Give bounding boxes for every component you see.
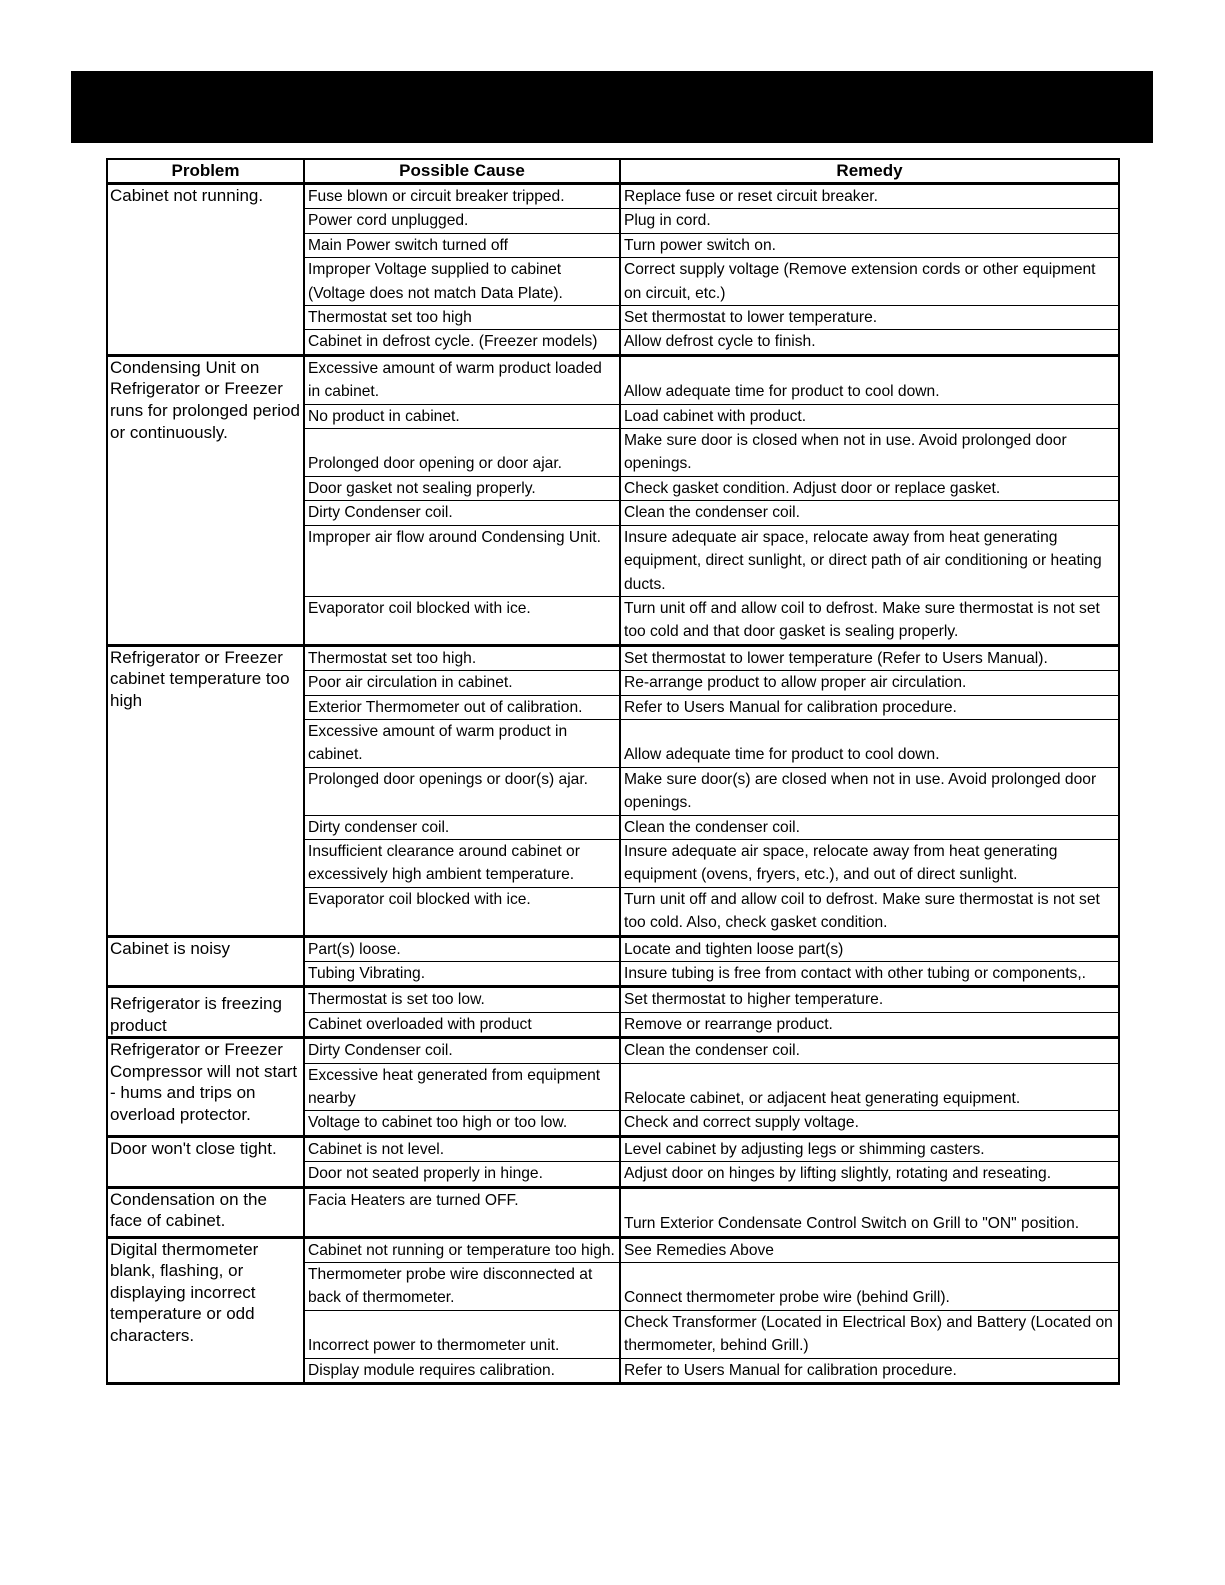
remedy-cell: Re-arrange product to allow proper air circulation. <box>620 671 1119 695</box>
remedy-cell: Make sure door is closed when not in use. Avoid prolonged door openings. <box>620 429 1119 477</box>
remedy-cell: Clean the condenser coil. <box>620 501 1119 525</box>
remedy-cell: Turn power switch on. <box>620 233 1119 257</box>
remedy-cell: Relocate cabinet, or adjacent heat generating equipment. <box>620 1063 1119 1111</box>
cause-cell: Thermometer probe wire disconnected at back of thermometer. <box>304 1263 620 1311</box>
cause-cell: Dirty Condenser coil. <box>304 1038 620 1063</box>
cause-cell: Cabinet overloaded with product <box>304 1012 620 1037</box>
table-header-row <box>107 159 1119 184</box>
cause-cell: Cabinet is not level. <box>304 1136 620 1161</box>
remedy-cell: Clean the condenser coil. <box>620 815 1119 839</box>
header-banner <box>71 71 1153 143</box>
cause-cell: Incorrect power to thermometer unit. <box>304 1310 620 1358</box>
cause-cell: Excessive amount of warm product in cabinet. <box>304 719 620 767</box>
cause-cell: Dirty Condenser coil. <box>304 501 620 525</box>
remedy-cell: Connect thermometer probe wire (behind Grill). <box>620 1263 1119 1311</box>
remedy-cell: Set thermostat to higher temperature. <box>620 987 1119 1012</box>
table-row <box>107 1237 1119 1262</box>
cause-cell: Improper Voltage supplied to cabinet (Voltage does not match Data Plate). <box>304 258 620 306</box>
cause-cell: Facia Heaters are turned OFF. <box>304 1187 620 1237</box>
cause-cell: Insufficient clearance around cabinet or excessively high ambient temperature. <box>304 839 620 887</box>
remedy-cell: Insure tubing is free from contact with other tubing or components,. <box>620 962 1119 987</box>
remedy-cell: Adjust door on hinges by lifting slightly, rotating and reseating. <box>620 1162 1119 1187</box>
cause-cell: Main Power switch turned off <box>304 233 620 257</box>
remedy-cell: Refer to Users Manual for calibration procedure. <box>620 1358 1119 1383</box>
table-row <box>107 355 1119 404</box>
remedy-cell: See Remedies Above <box>620 1237 1119 1262</box>
column-header-problem: Problem <box>107 159 304 184</box>
remedy-cell: Replace fuse or reset circuit breaker. <box>620 184 1119 209</box>
remedy-cell: Clean the condenser coil. <box>620 1038 1119 1063</box>
remedy-cell: Check and correct supply voltage. <box>620 1111 1119 1136</box>
remedy-cell: Turn unit off and allow coil to defrost. Make sure thermostat is not set too cold. Also, check gasket condition. <box>620 887 1119 936</box>
cause-cell: Improper air flow around Condensing Unit. <box>304 525 620 596</box>
remedy-cell: Correct supply voltage (Remove extension cords or other equipment on circuit, etc.) <box>620 258 1119 306</box>
table-row <box>107 1038 1119 1063</box>
remedy-cell: Remove or rearrange product. <box>620 1012 1119 1037</box>
column-header-remedy: Remedy <box>620 159 1119 184</box>
cause-cell: Voltage to cabinet too high or too low. <box>304 1111 620 1136</box>
remedy-cell: Allow adequate time for product to cool down. <box>620 719 1119 767</box>
cause-cell: Exterior Thermometer out of calibration. <box>304 695 620 719</box>
problem-cell: Refrigerator or Freezer Compressor will not start - hums and trips on overload protector. <box>107 1038 304 1137</box>
remedy-cell: Refer to Users Manual for calibration procedure. <box>620 695 1119 719</box>
remedy-cell: Turn Exterior Condensate Control Switch on Grill to "ON" position. <box>620 1187 1119 1237</box>
table-row <box>107 645 1119 670</box>
problem-cell: Cabinet not running. <box>107 184 304 356</box>
cause-cell: Fuse blown or circuit breaker tripped. <box>304 184 620 209</box>
table-row <box>107 184 1119 209</box>
cause-cell: Prolonged door opening or door ajar. <box>304 429 620 477</box>
problem-cell: Door won't close tight. <box>107 1136 304 1187</box>
remedy-cell: Locate and tighten loose part(s) <box>620 936 1119 961</box>
cause-cell: Excessive heat generated from equipment nearby <box>304 1063 620 1111</box>
cause-cell: Thermostat set too high <box>304 306 620 330</box>
cause-cell: Evaporator coil blocked with ice. <box>304 887 620 936</box>
table-row <box>107 1136 1119 1161</box>
remedy-cell: Make sure door(s) are closed when not in use. Avoid prolonged door openings. <box>620 767 1119 815</box>
remedy-cell: Plug in cord. <box>620 209 1119 233</box>
cause-cell: Tubing Vibrating. <box>304 962 620 987</box>
remedy-cell: Level cabinet by adjusting legs or shimming casters. <box>620 1136 1119 1161</box>
problem-cell: Refrigerator is freezing product <box>107 987 304 1038</box>
remedy-cell: Check Transformer (Located in Electrical Box) and Battery (Located on thermometer, behind Grill.) <box>620 1310 1119 1358</box>
problem-cell: Condensing Unit on Refrigerator or Freezer runs for prolonged period or continuously. <box>107 355 304 645</box>
problem-cell: Refrigerator or Freezer cabinet temperature too high <box>107 645 304 936</box>
cause-cell: No product in cabinet. <box>304 404 620 428</box>
column-header-cause: Possible Cause <box>304 159 620 184</box>
cause-cell: Part(s) loose. <box>304 936 620 961</box>
remedy-cell: Set thermostat to lower temperature (Refer to Users Manual). <box>620 645 1119 670</box>
problem-cell: Digital thermometer blank, flashing, or displaying incorrect temperature or odd characters. <box>107 1237 304 1383</box>
remedy-cell: Check gasket condition. Adjust door or replace gasket. <box>620 476 1119 500</box>
remedy-cell: Allow defrost cycle to finish. <box>620 330 1119 355</box>
remedy-cell: Allow adequate time for product to cool down. <box>620 355 1119 404</box>
problem-cell: Cabinet is noisy <box>107 936 304 987</box>
remedy-cell: Insure adequate air space, relocate away from heat generating equipment, direct sunlight, or direct path of air conditioning or heating ducts. <box>620 525 1119 596</box>
cause-cell: Poor air circulation in cabinet. <box>304 671 620 695</box>
cause-cell: Thermostat is set too low. <box>304 987 620 1012</box>
table-row <box>107 987 1119 1012</box>
cause-cell: Door not seated properly in hinge. <box>304 1162 620 1187</box>
cause-cell: Cabinet in defrost cycle. (Freezer models) <box>304 330 620 355</box>
troubleshooting-table <box>106 158 1120 1385</box>
cause-cell: Excessive amount of warm product loaded in cabinet. <box>304 355 620 404</box>
problem-cell: Condensation on the face of cabinet. <box>107 1187 304 1237</box>
remedy-cell: Set thermostat to lower temperature. <box>620 306 1119 330</box>
table-row <box>107 936 1119 961</box>
cause-cell: Dirty condenser coil. <box>304 815 620 839</box>
cause-cell: Door gasket not sealing properly. <box>304 476 620 500</box>
cause-cell: Display module requires calibration. <box>304 1358 620 1383</box>
cause-cell: Evaporator coil blocked with ice. <box>304 596 620 645</box>
cause-cell: Power cord unplugged. <box>304 209 620 233</box>
cause-cell: Cabinet not running or temperature too high. <box>304 1237 620 1262</box>
cause-cell: Thermostat set too high. <box>304 645 620 670</box>
remedy-cell: Insure adequate air space, relocate away from heat generating equipment (ovens, fryers, etc.), and out of direct sunlight. <box>620 839 1119 887</box>
cause-cell: Prolonged door openings or door(s) ajar. <box>304 767 620 815</box>
remedy-cell: Turn unit off and allow coil to defrost. Make sure thermostat is not set too cold and that door gasket is sealing properly. <box>620 596 1119 645</box>
table-row <box>107 1187 1119 1237</box>
remedy-cell: Load cabinet with product. <box>620 404 1119 428</box>
